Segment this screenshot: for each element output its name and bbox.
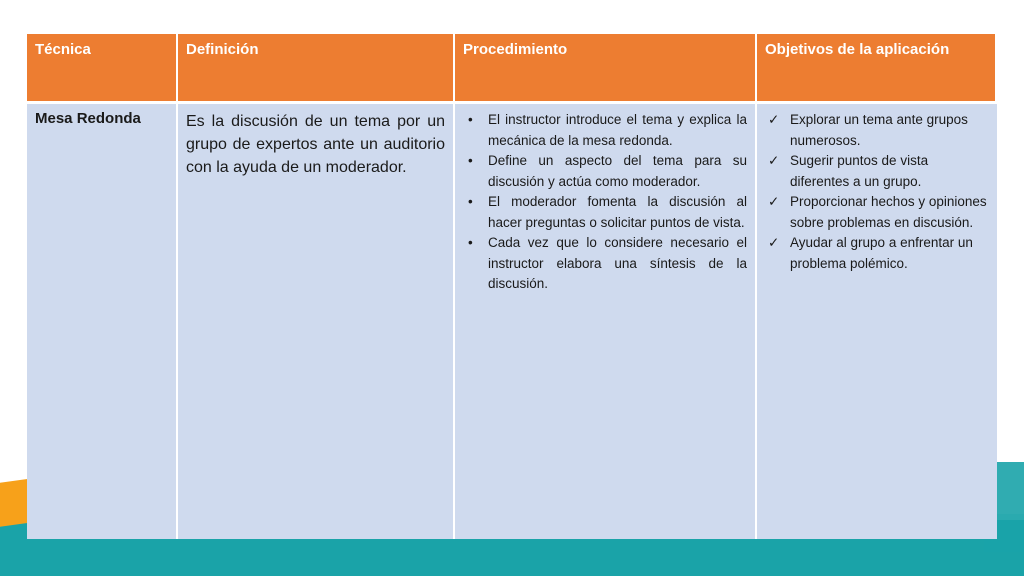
bullet-icon: • [468, 112, 473, 127]
procedimiento-text: El instructor introduce el tema y explica la mecánica de la mesa redonda. [488, 112, 747, 148]
procedimiento-list [463, 110, 747, 295]
header-definicion: Definición [178, 34, 455, 104]
techniques-table [27, 34, 997, 539]
cell-tecnica: Mesa Redonda [27, 104, 178, 539]
cell-objetivos [757, 104, 997, 539]
procedimiento-item [468, 192, 747, 233]
objetivo-item [768, 110, 989, 151]
procedimiento-text: El moderador fomenta la discusión al hacer preguntas o solicitar puntos de vista. [488, 194, 747, 230]
objetivo-text: Explorar un tema ante grupos numerosos. [790, 112, 968, 148]
header-procedimiento: Procedimiento [455, 34, 757, 104]
procedimiento-item [468, 151, 747, 192]
check-icon: ✓ [768, 194, 780, 209]
objetivo-item [768, 192, 989, 233]
procedimiento-text: Cada vez que lo considere necesario el instructor elabora una síntesis de la discusión. [488, 235, 747, 291]
objetivos-list [765, 110, 989, 274]
objetivo-item [768, 233, 989, 274]
bullet-icon: • [468, 194, 473, 209]
cell-procedimiento [455, 104, 757, 539]
objetivo-text: Sugerir puntos de vista diferentes a un grupo. [790, 153, 929, 189]
objetivo-text: Ayudar al grupo a enfrentar un problema polémico. [790, 235, 973, 271]
check-icon: ✓ [768, 112, 780, 127]
check-icon: ✓ [768, 153, 780, 168]
procedimiento-item [468, 233, 747, 295]
objetivo-item [768, 151, 989, 192]
cell-definicion: Es la discusión de un tema por un grupo de expertos ante un auditorio con la ayuda de un moderador. [178, 104, 455, 539]
procedimiento-item [468, 110, 747, 151]
objetivo-text: Proporcionar hechos y opiniones sobre problemas en discusión. [790, 194, 987, 230]
header-tecnica: Técnica [27, 34, 178, 104]
bullet-icon: • [468, 235, 473, 250]
bullet-icon: • [468, 153, 473, 168]
header-objetivos: Objetivos de la aplicación [757, 34, 997, 104]
procedimiento-text: Define un aspecto del tema para su discusión y actúa como moderador. [488, 153, 747, 189]
check-icon: ✓ [768, 235, 780, 250]
